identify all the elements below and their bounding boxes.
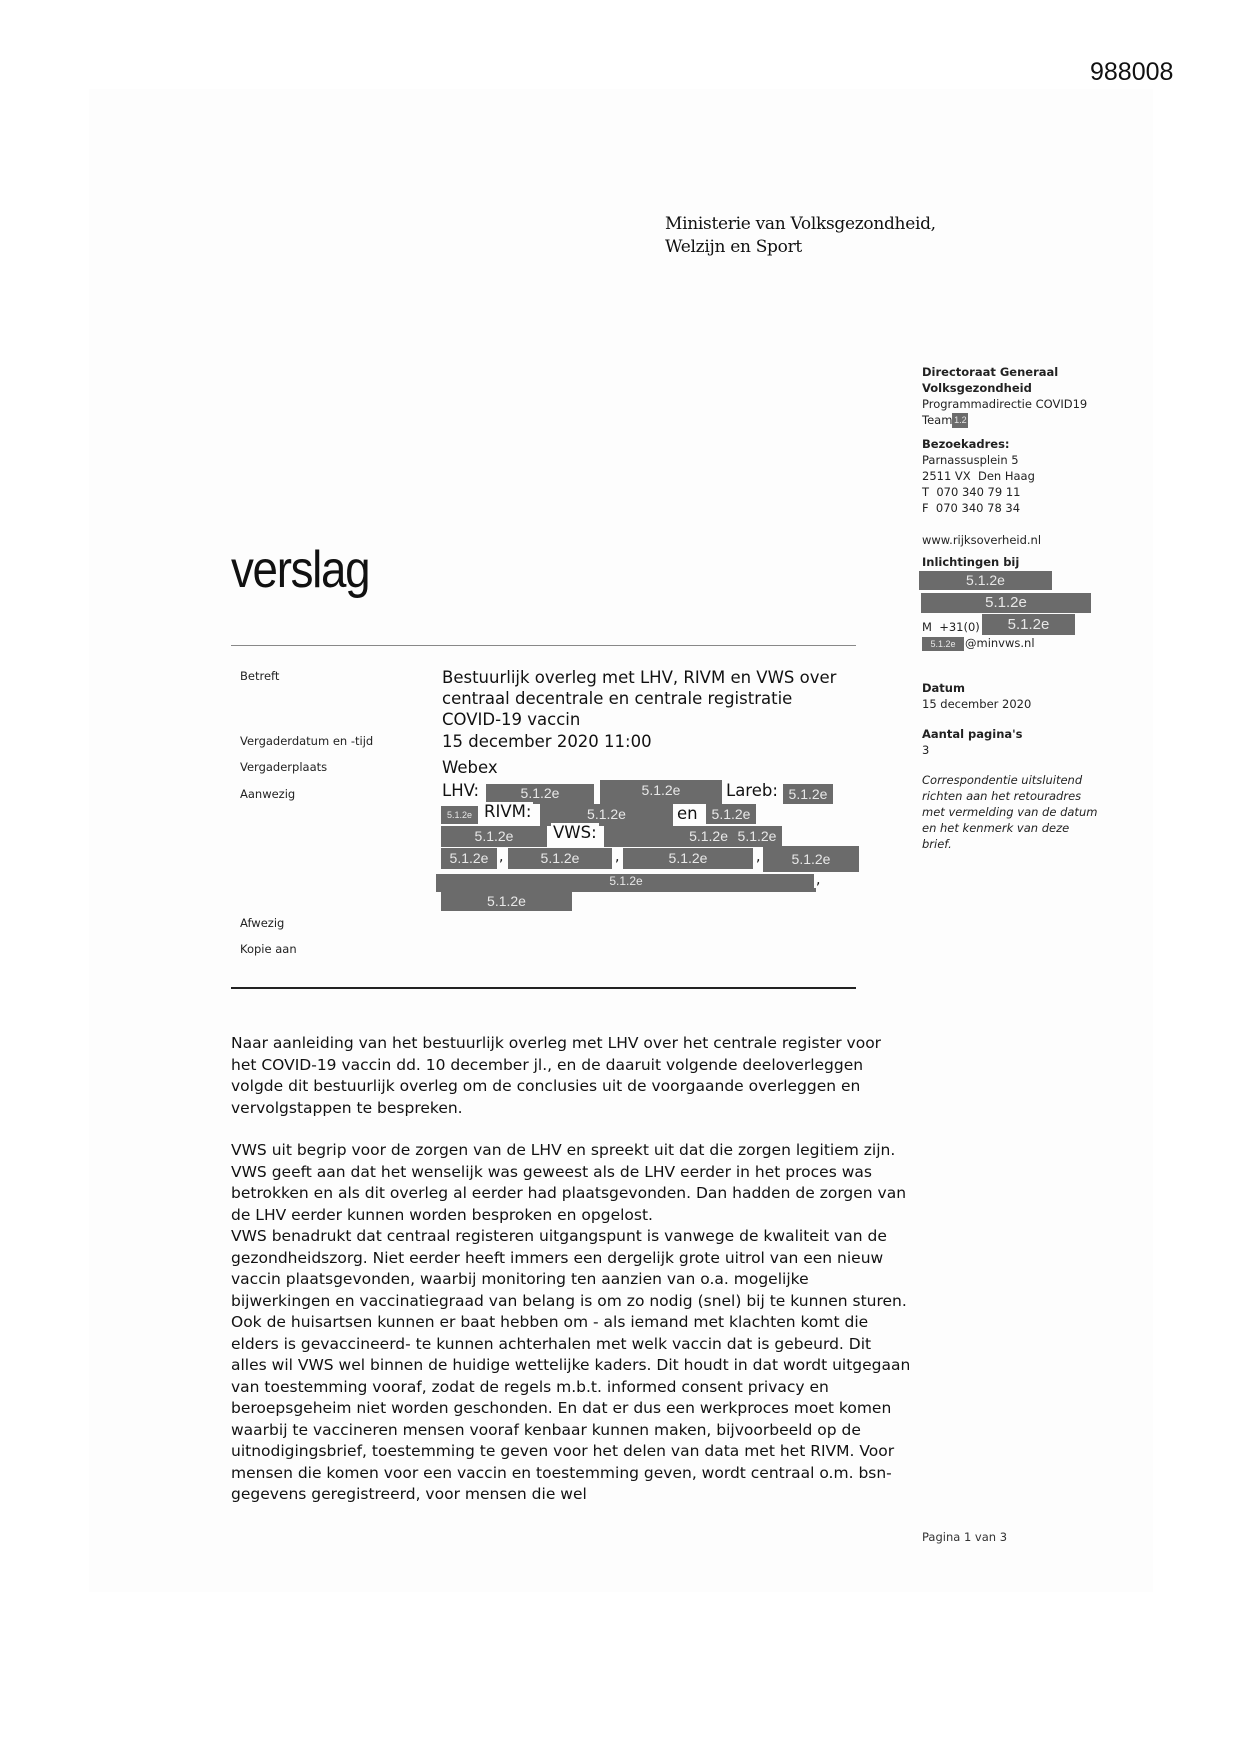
document-title: verslag (231, 541, 370, 599)
body-paragraph: Naar aanleiding van het bestuurlijk overleg met LHV over het centrale register voor het COVID-19 vaccin dd. 10 december jl., en de daaruit volgende deeloverleggen volgde dit bestuurlijk overleg om de conclusies uit de voorgaande overleggen en vervolgstappen te bespreken. (231, 1034, 882, 1117)
page-indicator: Pagina 1 van 3 (922, 1530, 1008, 1544)
sidebar-date-block (922, 680, 1142, 852)
subject-label: Betreft (240, 669, 280, 683)
redaction-box: 5.1.2e (783, 784, 833, 804)
redaction-box: 5.1.2e (441, 806, 478, 824)
attendee-org-rivm: RIVM: (484, 802, 532, 821)
location-label: Vergaderplaats (240, 760, 328, 774)
separator-comma: , (816, 872, 821, 888)
team-line (922, 412, 1142, 428)
mobile-prefix: M +31(0) (922, 620, 980, 634)
team-label: Team (922, 413, 953, 427)
info-heading: Inlichtingen bij (922, 555, 1020, 569)
redaction-box: 5.1.2e (486, 784, 594, 804)
datetime-value: 15 december 2020 11:00 (442, 732, 652, 751)
redaction-box: 5.1.2e (922, 637, 964, 651)
redaction-box: 5.1.2e (921, 593, 1091, 613)
website-link[interactable]: www.rijksoverheid.nl (922, 533, 1042, 547)
visit-address-heading: Bezoekadres: (922, 437, 1010, 451)
dept-line-2: Volksgezondheid (922, 381, 1032, 395)
email-suffix: @minvws.nl (965, 636, 1035, 650)
location-value: Webex (442, 758, 498, 777)
address-line-1: Parnassusplein 5 (922, 453, 1019, 467)
phone-number: T 070 340 79 11 (922, 485, 1021, 499)
separator-comma: , (499, 849, 504, 865)
redaction-box: 5.1.2e (982, 614, 1075, 635)
redaction-box: 5.1.2e (623, 848, 753, 869)
date-value: 15 december 2020 (922, 697, 1032, 711)
separator-comma: , (615, 849, 620, 865)
redaction-box: 5.1.2e (706, 804, 756, 824)
body-paragraph: VWS benadrukt dat centraal registeren uitgangspunt is vanwege de kwaliteit van de gezondheidszorg. Niet eerder heeft immers een dergelijk grote uitrol van een nieuw vaccin plaatsgevonden, waarbij monitoring ten aanzien van o.a. mogelijke bijwerkingen en vaccinatiegraad van belang is om zo nodig (snel) bij te kunnen sturen. Ook de huisartsen kunnen er baat hebben om - als iemand met klachten komt die elders is gevaccineerd- te kunnen achterhalen met welk vaccin dat is gebeurd. Dit alles wil VWS wel binnen de huidige wettelijke kaders. Dit houdt in dat wordt uitgegaan van toestemming vooraf, zodat de regels m.b.t. informed consent privacy en beroepsgeheim niet worden geschonden. En dat er dus een werkproces moet komen waarbij te vaccineren mensen vooraf kenbaar kunnen maken, bijvoorbeeld op de uitnodigingsbrief, toestemming te geven voor het delen van data met het RIVM. Voor mensen die komen voor een vaccin en toestemming geven, wordt centraal o.m. bsn-gegevens geregistreerd, voor mensen die wel (231, 1227, 911, 1503)
present-label: Aanwezig (240, 787, 296, 801)
subject-value: Bestuurlijk overleg met LHV, RIVM en VWS over centraal decentrale en centrale registratie COVID-19 vaccin (442, 668, 837, 729)
ministry-line-2: Welzijn en Sport (665, 237, 802, 257)
redaction-box: 5.1.2e (604, 826, 732, 847)
correspondence-note: Correspondentie uitsluitend richten aan het retouradres met vermelding van de datum en het kenmerk van deze brief. (922, 773, 1098, 851)
redaction-box: 5.1.2e (436, 874, 816, 892)
attendee-conjunction: en (677, 804, 698, 823)
datetime-label: Vergaderdatum en -tijd (240, 734, 374, 748)
body-text (231, 1033, 911, 1527)
ministry-logo-text (665, 213, 936, 259)
redaction-box: 5.1.2e (919, 571, 1052, 590)
sidebar-contact-block (922, 364, 1142, 570)
absent-label: Afwezig (240, 916, 285, 930)
document-id: 988008 (1090, 58, 1174, 86)
redaction-box: 5.1.2e (508, 848, 612, 869)
date-heading: Datum (922, 681, 965, 695)
dept-line-3: Programmadirectie COVID19 (922, 397, 1088, 411)
divider-bottom (231, 987, 856, 989)
body-paragraph: VWS uit begrip voor de zorgen van de LHV en spreekt uit dat die zorgen legitiem zijn. VWS geeft aan dat het wenselijk was geweest als de LHV eerder in het proces was betrokken en als dit overleg al eerder had plaatsgevonden. Dan hadden de zorgen van de LHV eerder kunnen worden besproken en opgelost. (231, 1141, 907, 1224)
redaction-box: 5.1.2e (441, 891, 572, 911)
copy-label: Kopie aan (240, 942, 297, 956)
redaction-box: 5.1.2e (441, 826, 547, 847)
divider-top (231, 645, 856, 646)
pages-heading: Aantal pagina's (922, 727, 1023, 741)
redaction-box: 5.1.2e (441, 848, 497, 869)
redaction-box: 5.1.2e (540, 804, 673, 826)
redaction-box: 1.2 (952, 413, 968, 428)
redaction-box: 5.1.2e (763, 846, 859, 872)
separator-comma: , (756, 849, 761, 865)
dept-line-1: Directoraat Generaal (922, 365, 1059, 379)
fax-number: F 070 340 78 34 (922, 501, 1021, 515)
redaction-box: 5.1.2e (732, 826, 782, 847)
attendee-org-lareb: Lareb: (726, 781, 778, 800)
attendee-org-lhv: LHV: (442, 781, 480, 800)
redaction-box: 5.1.2e (600, 780, 722, 804)
attendee-org-vws: VWS: (553, 823, 597, 842)
ministry-line-1: Ministerie van Volksgezondheid, (665, 214, 936, 234)
address-line-2: 2511 VX Den Haag (922, 469, 1035, 483)
pages-value: 3 (922, 743, 930, 757)
